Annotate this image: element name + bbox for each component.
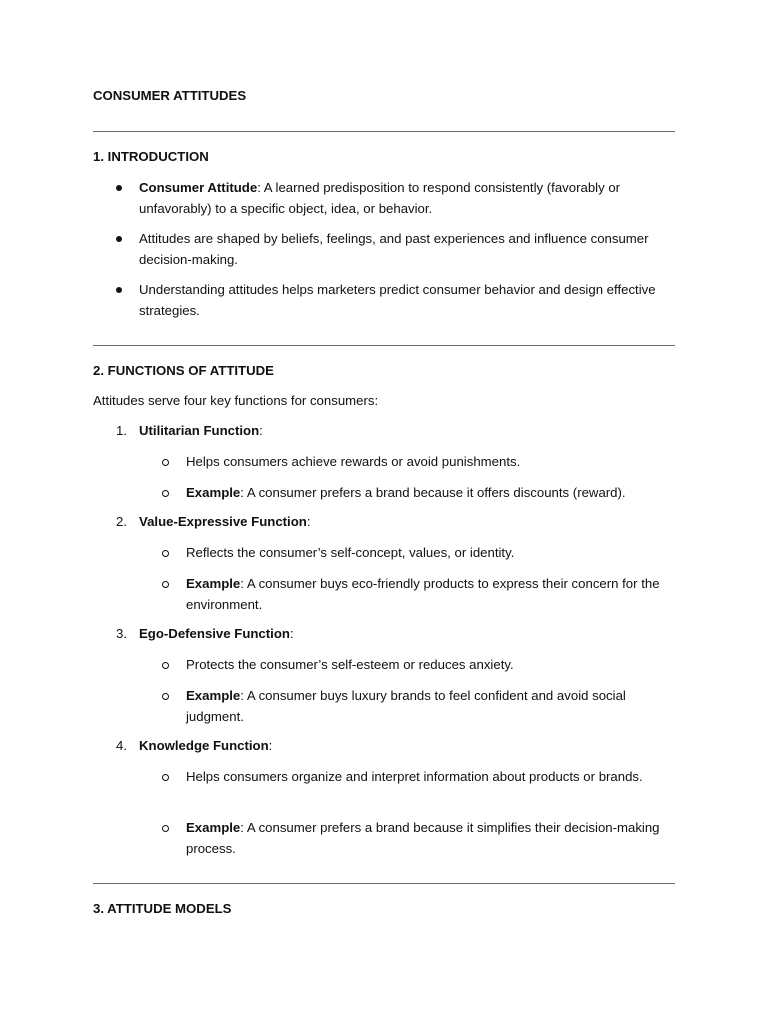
- section-heading-functions: 2. FUNCTIONS OF ATTITUDE: [93, 363, 274, 378]
- function-title: Utilitarian Function:: [139, 423, 263, 438]
- function-title: Ego-Defensive Function:: [139, 626, 294, 641]
- circle-bullet-icon: [162, 581, 169, 588]
- circle-bullet-icon: [162, 825, 169, 832]
- circle-bullet-icon: [162, 490, 169, 497]
- bullet-icon: [116, 287, 122, 293]
- list-number: 4.: [116, 738, 127, 753]
- list-number: 3.: [116, 626, 127, 641]
- horizontal-divider: [93, 345, 675, 346]
- circle-bullet-icon: [162, 693, 169, 700]
- section-intro: Attitudes serve four key functions for consumers:: [93, 393, 379, 408]
- sub-list-item: Helps consumers organize and interpret information about products or brands.: [186, 769, 643, 784]
- circle-bullet-icon: [162, 662, 169, 669]
- horizontal-divider: [93, 883, 675, 884]
- list-number: 1.: [116, 423, 127, 438]
- item-text: Attitudes are shaped by beliefs, feelings, and past experiences and influence consumer decision-making.: [139, 231, 649, 267]
- list-item: [139, 228, 674, 270]
- horizontal-divider: [93, 131, 675, 132]
- item-text: : A learned predisposition to respond consistently (favorably or unfavorably) to a specific object, idea, or behavior.: [139, 180, 621, 216]
- list-number: 2.: [116, 514, 127, 529]
- list-item: [139, 177, 674, 219]
- section-heading-introduction: 1. INTRODUCTION: [93, 149, 209, 164]
- function-title: Value-Expressive Function:: [139, 514, 311, 529]
- sub-list-item: Example: A consumer prefers a brand because it offers discounts (reward).: [186, 485, 626, 500]
- list-item: [139, 279, 674, 321]
- sub-list-item: Reflects the consumer’s self-concept, values, or identity.: [186, 545, 515, 560]
- sub-list-item: Example: A consumer buys eco-friendly products to express their concern for the environment.: [186, 576, 660, 612]
- term-label: Consumer Attitude: [139, 180, 258, 195]
- sub-list-item: Example: A consumer prefers a brand because it simplifies their decision-making process.: [186, 820, 660, 856]
- sub-list-item: Helps consumers achieve rewards or avoid punishments.: [186, 454, 521, 469]
- sub-list-item: Example: A consumer buys luxury brands to feel confident and avoid social judgment.: [186, 688, 626, 724]
- document-title: CONSUMER ATTITUDES: [93, 88, 247, 103]
- circle-bullet-icon: [162, 774, 169, 781]
- bullet-icon: [116, 236, 122, 242]
- item-text: Understanding attitudes helps marketers predict consumer behavior and design effective strategies.: [139, 282, 656, 318]
- section-heading-attitude-models: 3. ATTITUDE MODELS: [93, 901, 232, 916]
- circle-bullet-icon: [162, 550, 169, 557]
- circle-bullet-icon: [162, 459, 169, 466]
- function-title: Knowledge Function:: [139, 738, 273, 753]
- sub-list-item: Protects the consumer’s self-esteem or reduces anxiety.: [186, 657, 514, 672]
- bullet-icon: [116, 185, 122, 191]
